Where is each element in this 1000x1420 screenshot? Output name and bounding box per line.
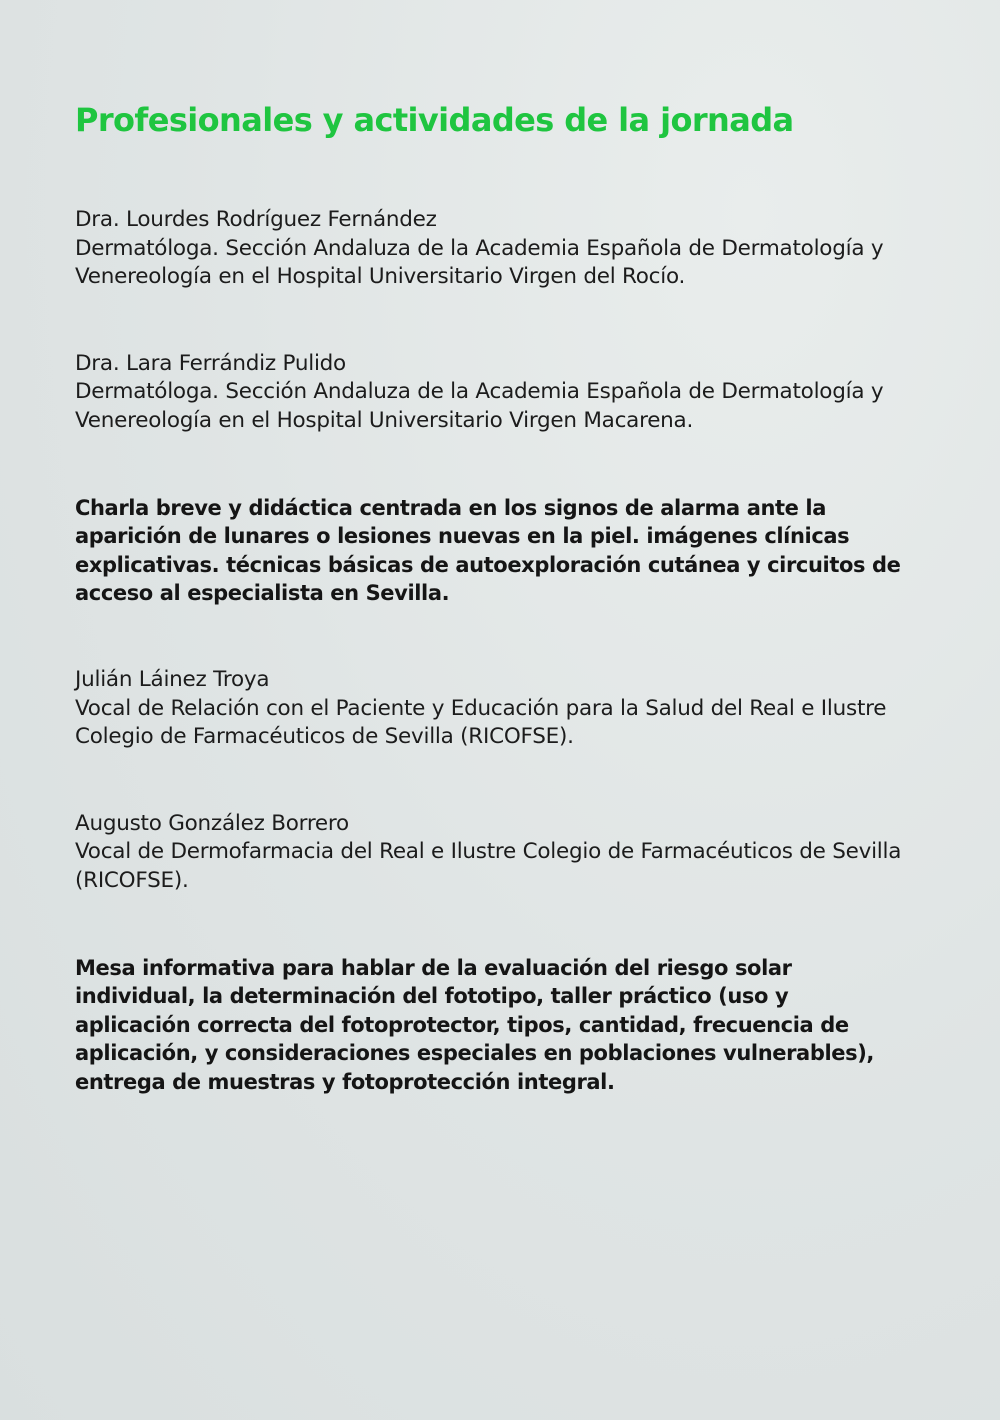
speaker-role: Dermatóloga. Sección Andaluza de la Academia Española de Dermatología y Venereología en el Hospital Universitario Virgen del Rocío. xyxy=(75,235,884,290)
speaker-role: Dermatóloga. Sección Andaluza de la Academia Española de Dermatología y Venereología en el Hospital Universitario Virgen Macarena. xyxy=(75,379,884,433)
speaker-lourdes-rodriguez xyxy=(75,206,910,292)
speaker-name: Dra. Lara Ferrándiz Pulido xyxy=(75,350,346,376)
speaker-role: Vocal de Relación con el Paciente y Educación para la Salud del Real e Ilustre Colegio de Farmacéuticos de Sevilla (RICOFSE). xyxy=(75,695,887,750)
activity-description-table: Mesa informativa para hablar de la evaluación del riesgo solar individual, la determinación del fototipo, taller práctico (uso y aplicación correcta del fotoprotector, tipos, cantidad, frecuencia de aplicación, y consideraciones especiales en poblaciones vulnerables), entrega de muestras y fotoprotección integral. xyxy=(75,955,874,1094)
speaker-julian-lainez xyxy=(75,666,910,752)
speaker-role: Vocal de Dermofarmacia del Real e Ilustre Colegio de Farmacéuticos de Sevilla (RICOFSE). xyxy=(75,839,902,893)
speaker-lara-ferrandiz xyxy=(75,350,910,436)
speaker-name: Augusto González Borrero xyxy=(75,810,349,836)
speaker-augusto-gonzalez xyxy=(75,810,910,896)
activity-description-talk: Charla breve y didáctica centrada en los signos de alarma ante la aparición de lunares o lesiones nuevas en la piel. imágenes clínicas explicativas. técnicas básicas de autoexploración cutánea y circuitos de acceso al especialista en Sevilla. xyxy=(75,495,901,606)
speaker-name: Julián Láinez Troya xyxy=(75,666,270,692)
speaker-name: Dra. Lourdes Rodríguez Fernández xyxy=(75,207,437,232)
page-title: Profesionales y actividades de la jornada xyxy=(75,101,794,139)
